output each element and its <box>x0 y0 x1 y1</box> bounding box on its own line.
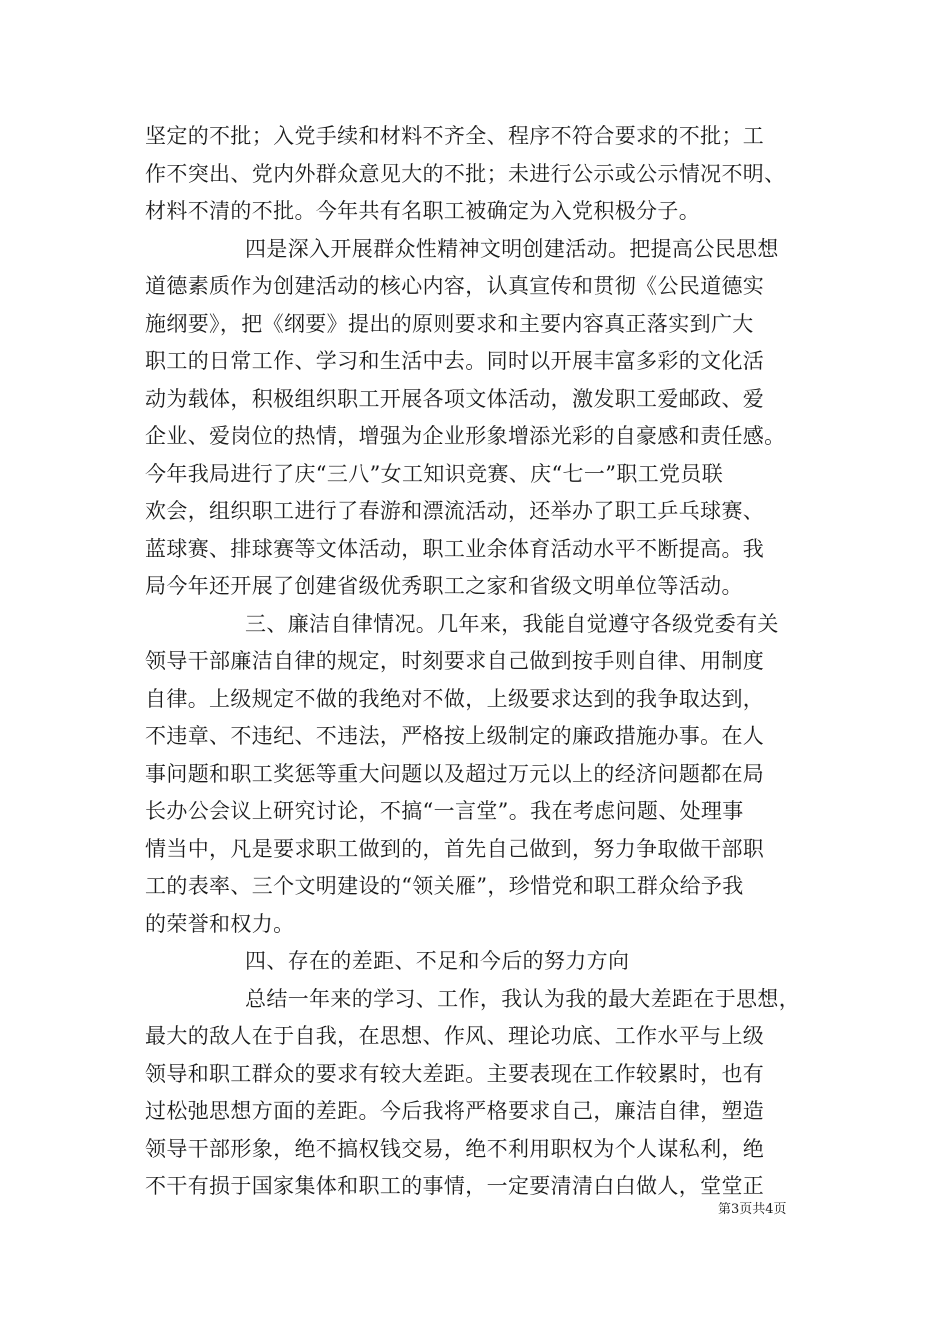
text-line: 事问题和职工奖惩等重大问题以及超过万元以上的经济问题都在局 <box>145 761 765 786</box>
text-line: 材料不清的不批。今年共有名职工被确定为入党积极分子。 <box>145 199 701 223</box>
text-line: 工的表率、三个文明建设的“领关雁”，珍惜党和职工群众给予我 <box>145 874 744 898</box>
text-line: 的荣誉和权力。 <box>145 911 295 936</box>
text-line: 企业、爱岗位的热情，增强为企业形象增添光彩的自豪感和责任感。 <box>145 424 786 448</box>
text-line: 领导干部廉洁自律的规定，时刻要求自己做到按手则自律、用制度 <box>145 649 765 673</box>
text-line: 情当中，凡是要求职工做到的，首先自己做到，努力争取做干部职 <box>145 836 765 861</box>
text-line: 过松弛思想方面的差距。今后我将严格要求自己，廉洁自律，塑造 <box>145 1099 765 1123</box>
text-line: 不违章、不违纪、不违法，严格按上级制定的廉政措施办事。在人 <box>145 724 765 748</box>
section-heading-line: 三、廉洁自律情况。几年来，我能自觉遵守各级党委有关 <box>245 611 779 636</box>
text-line: 今年我局进行了庆“三八”女工知识竞赛、庆“七一”职工党员联 <box>145 461 724 486</box>
paragraph-start-line: 总结一年来的学习、工作，我认为我的最大差距在于思想， <box>245 986 801 1011</box>
text-line: 施纲要》，把《纲要》提出的原则要求和主要内容真正落实到广大 <box>145 311 754 336</box>
text-line: 不干有损于国家集体和职工的事情，一定要清清白白做人，堂堂正 <box>145 1174 765 1198</box>
text-line: 领导和职工群众的要求有较大差距。主要表现在工作较累时，也有 <box>145 1061 765 1086</box>
text-line: 蓝球赛、排球赛等文体活动，职工业余体育活动水平不断提高。我 <box>145 536 765 561</box>
page-number: 第3页共4页 <box>718 1202 787 1217</box>
text-line: 作不突出、党内外群众意见大的不批；未进行公示或公示情况不明、 <box>145 161 786 186</box>
document-body <box>145 118 825 1206</box>
text-line: 职工的日常工作、学习和生活中去。同时以开展丰富多彩的文化活 <box>145 349 765 373</box>
text-line: 长办公会议上研究讨论，不搞“一言堂”。我在考虑问题、处理事 <box>145 799 744 823</box>
section-heading-line: 四、存在的差距、不足和今后的努力方向 <box>245 949 630 973</box>
paragraph-start-line: 四是深入开展群众性精神文明创建活动。把提高公民思想 <box>245 236 779 261</box>
text-line: 自律。上级规定不做的我绝对不做，上级要求达到的我争取达到， <box>145 686 765 711</box>
text-line: 动为载体，积极组织职工开展各项文体活动，激发职工爱邮政、爱 <box>145 386 765 411</box>
text-line: 坚定的不批；入党手续和材料不齐全、程序不符合要求的不批；工 <box>145 124 765 148</box>
text-line: 道德素质作为创建活动的核心内容，认真宣传和贯彻《公民道德实 <box>145 274 765 298</box>
text-line: 领导干部形象，绝不搞权钱交易，绝不利用职权为个人谋私利，绝 <box>145 1136 765 1161</box>
text-line: 欢会，组织职工进行了春游和漂流活动，还举办了职工乒乓球赛、 <box>145 499 765 523</box>
text-line: 局今年还开展了创建省级优秀职工之家和省级文明单位等活动。 <box>145 574 743 598</box>
text-line: 最大的敌人在于自我，在思想、作风、理论功底、工作水平与上级 <box>145 1024 765 1048</box>
